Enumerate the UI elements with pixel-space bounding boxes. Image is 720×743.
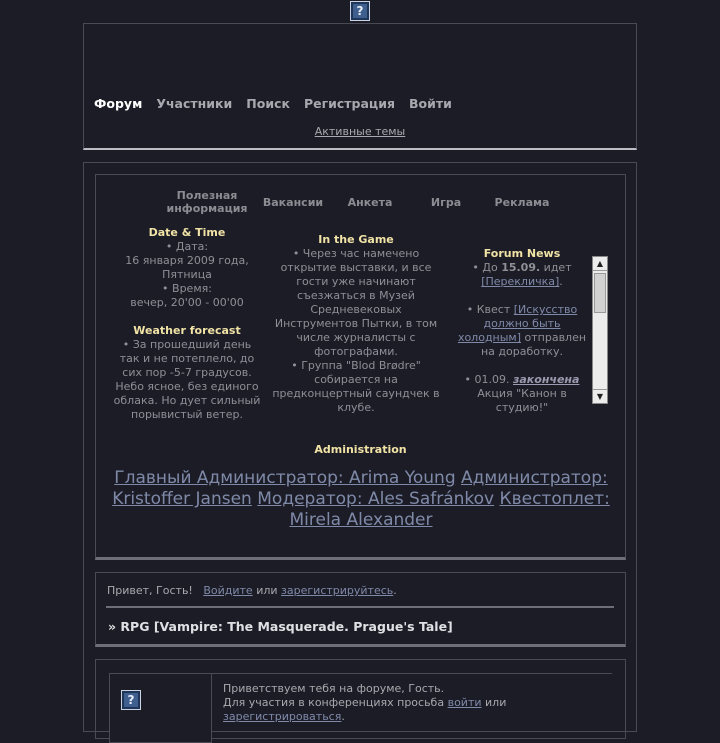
in-game-line-1: • Через час намечено открытие выставки, и все гости уже начинают съезжаться в Музей Средневековых Инструментов Пытки, в том числе журналисты с фотографами. xyxy=(274,247,438,358)
tab-profile[interactable]: Анкета xyxy=(347,196,393,209)
date-value: 16 января 2009 года, Пятница xyxy=(125,254,249,281)
main-container xyxy=(83,162,637,732)
in-game-title: In the Game xyxy=(318,233,394,246)
questmaker-link[interactable]: Квестоплет: Mirela Alexander xyxy=(289,489,610,530)
scroll-down-icon[interactable]: ▼ xyxy=(593,389,607,403)
admin-main-link[interactable]: Главный Администратор: Arima Young xyxy=(114,468,456,488)
news-link-finished[interactable]: закончена xyxy=(512,373,580,386)
navbar xyxy=(84,88,636,118)
guest-greeting: Привет, Гость! Войдите или зарегистрируйтесь. xyxy=(107,584,397,597)
datetime-title: Date & Time xyxy=(148,226,226,239)
news-item-2: • Квест [Искусство должно быть холодным] отправлен на доработку. xyxy=(457,303,587,358)
welcome-login-link[interactable]: войти xyxy=(447,696,482,709)
nav-login[interactable]: Войти xyxy=(408,95,452,111)
in-game-line-2: • Группа "Blod Brødre" собирается на предконцертный саундчек в клубе. xyxy=(272,359,440,414)
question-icon[interactable]: ? xyxy=(350,1,370,21)
news-item-1: • До 15.09. идет [Перекличка]. xyxy=(472,261,572,288)
news-item-3: • 01.09. закончена Акция "Канон в студию!" xyxy=(464,373,580,414)
nav-search[interactable]: Поиск xyxy=(246,95,290,111)
weather-title: Weather forecast xyxy=(133,324,241,337)
time-value: вечер, 20'00 - 00'00 xyxy=(130,296,244,309)
forum-news-box xyxy=(454,247,608,414)
time-label: • Время: xyxy=(162,282,212,295)
guest-panel xyxy=(95,572,626,647)
tab-useful-info[interactable]: Полезная информация xyxy=(166,189,248,215)
moderator-link[interactable]: Модератор: Ales Safránkov xyxy=(257,489,495,509)
info-panel xyxy=(95,174,626,560)
active-topics-link[interactable]: Активные темы xyxy=(314,125,406,138)
forum-title: » RPG [Vampire: The Masquerade. Prague's Tale] xyxy=(108,619,453,634)
admin-link[interactable]: Администратор: Kristoffer Jansen xyxy=(112,468,608,509)
datetime-column xyxy=(112,226,262,422)
welcome-icon-cell xyxy=(109,673,212,743)
welcome-panel xyxy=(95,659,626,739)
tab-vacancies[interactable]: Вакансии xyxy=(262,196,324,209)
tab-game[interactable]: Игра xyxy=(430,196,462,209)
scroll-up-icon[interactable]: ▲ xyxy=(593,257,607,271)
scroll-thumb[interactable] xyxy=(594,273,606,313)
weather-text: • За прошедший день так и не потеплело, до сих пор -5-7 градусов. Небо ясное, без единого облака. Но дует сильный порывистый ветер. xyxy=(113,338,261,421)
guest-login-link[interactable]: Войдите xyxy=(203,584,253,597)
administration-list xyxy=(106,468,616,531)
news-link-rollcall[interactable]: [Перекличка] xyxy=(481,275,560,288)
header xyxy=(83,23,637,150)
nav-register[interactable]: Регистрация xyxy=(303,95,395,111)
administration-title: Administration xyxy=(314,443,407,456)
in-game-column xyxy=(271,233,441,415)
welcome-text: Приветствуем тебя на форуме, Гость. Для участия в конференциях просьба войти или зарегистрироваться. xyxy=(223,682,507,723)
news-link-quest[interactable]: [Искусство должно быть холодным] xyxy=(457,303,578,344)
nav-members[interactable]: Участники xyxy=(156,95,233,111)
nav-forum[interactable]: Форум xyxy=(94,95,143,111)
guest-register-link[interactable]: зарегистрируйтесь xyxy=(281,584,394,597)
divider xyxy=(106,606,614,608)
question-icon: ? xyxy=(121,690,141,710)
welcome-register-link[interactable]: зарегистрироваться xyxy=(223,710,342,723)
welcome-text-cell xyxy=(212,673,612,743)
date-label: • Дата: xyxy=(165,240,209,253)
active-topics xyxy=(84,125,636,138)
forum-news-title: Forum News xyxy=(483,247,561,260)
tab-advertising[interactable]: Реклама xyxy=(494,196,550,209)
forum-news-content xyxy=(454,247,590,414)
news-scrollbar[interactable] xyxy=(592,256,608,404)
